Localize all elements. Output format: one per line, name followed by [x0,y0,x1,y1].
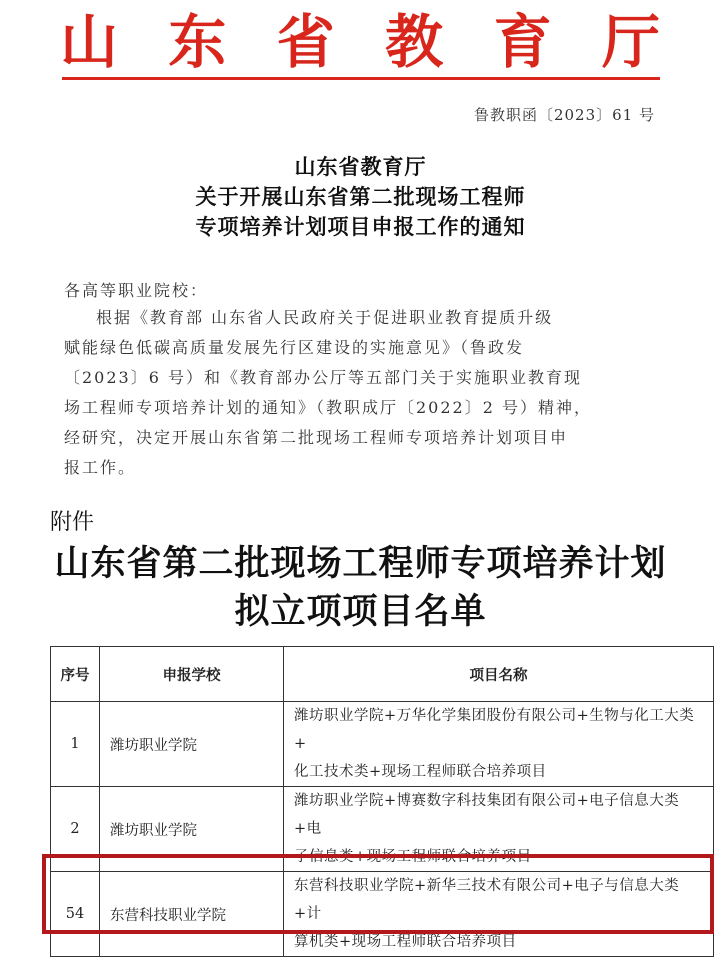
body-line: 经研究，决定开展山东省第二批现场工程师专项培养计划项目申 [64,428,569,447]
issuing-org-header [60,10,660,74]
header-char: 省 [276,8,335,76]
column-header-no: 序号 [51,647,100,702]
project-name [284,787,714,872]
project-name [284,702,714,787]
table-row [51,872,714,957]
table-row [51,702,714,787]
notice-body [64,303,664,483]
body-line: 报工作。 [64,458,137,477]
notice-title-line: 关于开展山东省第二批现场工程师 [195,184,526,209]
notice-title [0,152,721,242]
header-char: 东 [168,8,227,76]
table-header-row [51,647,714,702]
body-line: 〔2023〕6 号）和《教育部办公厅等五部门关于实施职业教育现 [64,368,582,387]
column-header-project: 项目名称 [284,647,714,702]
school-name: 潍坊职业学院 [100,702,284,787]
table-row [51,787,714,872]
attachment-title [0,540,721,636]
body-line: 根据《教育部 山东省人民政府关于促进职业教育提质升级 [96,308,554,327]
attachment-title-line: 山东省第二批现场工程师专项培养计划 [54,543,667,584]
project-name-line: 潍坊职业学院+博赛数字科技集团有限公司+电子信息大类+电 [294,793,680,837]
header-divider [62,77,660,80]
header-char: 教 [385,8,444,76]
project-list-table [50,646,714,957]
header-char: 山 [60,8,119,76]
body-line: 赋能绿色低碳高质量发展先行区建设的实施意见》（鲁政发 [64,338,525,357]
notice-title-line: 山东省教育厅 [294,154,427,179]
project-name-line: 潍坊职业学院+万华化学集团股份有限公司+生物与化工大类+ [294,708,695,752]
school-name: 潍坊职业学院 [100,787,284,872]
project-name-line: 化工技术类+现场工程师联合培养项目 [294,764,547,780]
row-number: 1 [51,702,100,787]
school-name: 东营科技职业学院 [100,872,284,957]
header-char: 育 [493,8,552,76]
addressee: 各高等职业院校： [64,281,209,300]
column-header-school: 申报学校 [100,647,284,702]
project-name-line: 算机类+现场工程师联合培养项目 [294,934,517,950]
row-number: 2 [51,787,100,872]
project-name [284,872,714,957]
project-name-line: 子信息类+现场工程师联合培养项目 [294,849,532,865]
row-number: 54 [51,872,100,957]
document-number: 鲁教职函〔2023〕61 号 [473,106,655,124]
attachment-label: 附件 [50,510,95,535]
attachment-title-line: 拟立项项目名单 [234,591,487,632]
notice-title-line: 专项培养计划项目申报工作的通知 [195,214,526,239]
header-char: 厅 [601,8,660,76]
project-name-line: 东营科技职业学院+新华三技术有限公司+电子与信息大类+计 [294,878,680,922]
body-line: 场工程师专项培养计划的通知》（教职成厅〔2022〕2 号）精神， [64,398,592,417]
